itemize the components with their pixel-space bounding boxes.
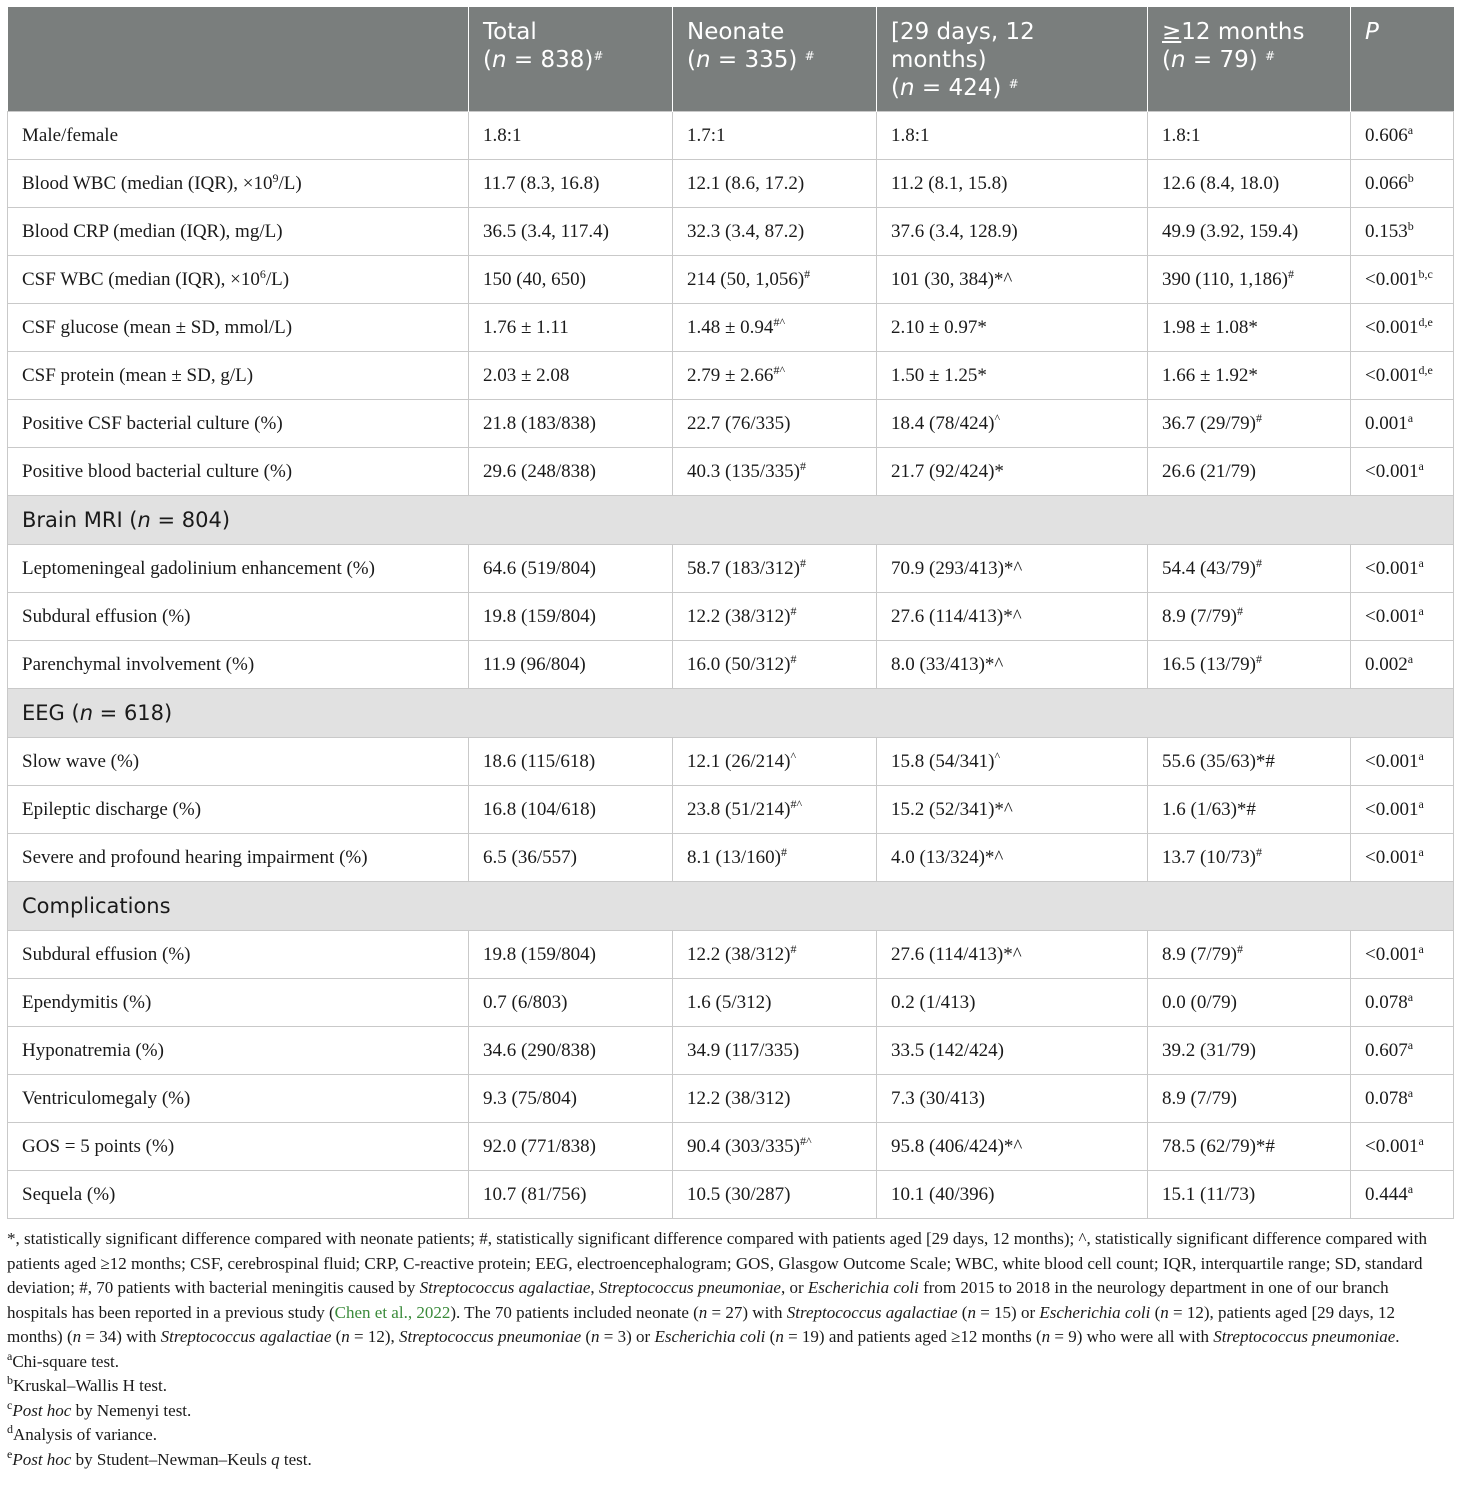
- cell-total: 10.7 (81/756): [469, 1171, 673, 1219]
- cell-neonate: 1.6 (5/312): [673, 979, 877, 1027]
- table-row: [8, 738, 1454, 786]
- cell-older: 1.6 (1/63)*#: [1148, 786, 1351, 834]
- footnote-e: $^e$Post hoc by Student–Newman–Keuls q test.: [7, 1446, 312, 1469]
- table-row: [8, 834, 1454, 882]
- row-label: Leptomeningeal gadolinium enhancement (%): [8, 545, 469, 593]
- cell-older: 49.9 (3.92, 159.4): [1148, 208, 1351, 256]
- cell-p: <0.001$^a$: [1351, 931, 1454, 979]
- header-blank: [8, 7, 469, 112]
- cell-neonate: 34.9 (117/335): [673, 1027, 877, 1075]
- row-label: Ventriculomegaly (%): [8, 1075, 469, 1123]
- table-row: [8, 1075, 1454, 1123]
- cell-total: 2.03 ± 2.08: [469, 352, 673, 400]
- table-header-row: [8, 7, 1454, 112]
- cell-older: 1.8:1: [1148, 112, 1351, 160]
- header-neonate: Neonate (n = 335) #: [673, 7, 877, 112]
- row-label: Male/female: [8, 112, 469, 160]
- row-label: Severe and profound hearing impairment (%): [8, 834, 469, 882]
- cell-neonate: 8.1 (13/160)#: [673, 834, 877, 882]
- cell-total: 34.6 (290/838): [469, 1027, 673, 1075]
- cell-total: 6.5 (36/557): [469, 834, 673, 882]
- row-label: Slow wave (%): [8, 738, 469, 786]
- row-label: GOS = 5 points (%): [8, 1123, 469, 1171]
- table-row: [8, 1171, 1454, 1219]
- cell-older: 26.6 (21/79): [1148, 448, 1351, 496]
- cell-total: 16.8 (104/618): [469, 786, 673, 834]
- cell-older: 8.9 (7/79)#: [1148, 931, 1351, 979]
- table-row: [8, 448, 1454, 496]
- row-label: Sequela (%): [8, 1171, 469, 1219]
- cell-p: <0.001$^a$: [1351, 1123, 1454, 1171]
- cell-total: 0.7 (6/803): [469, 979, 673, 1027]
- cell-neonate: 1.7:1: [673, 112, 877, 160]
- row-label: Positive blood bacterial culture (%): [8, 448, 469, 496]
- table-row: [8, 112, 1454, 160]
- cell-older: 8.9 (7/79)#: [1148, 593, 1351, 641]
- cell-infant: 10.1 (40/396): [877, 1171, 1148, 1219]
- row-label: Hyponatremia (%): [8, 1027, 469, 1075]
- cell-neonate: 12.2 (38/312): [673, 1075, 877, 1123]
- header-older: ≥12 months (n = 79) #: [1148, 7, 1351, 112]
- cell-total: 11.7 (8.3, 16.8): [469, 160, 673, 208]
- cell-older: 8.9 (7/79): [1148, 1075, 1351, 1123]
- cell-infant: 2.10 ± 0.97*: [877, 304, 1148, 352]
- cell-total: 11.9 (96/804): [469, 641, 673, 689]
- cell-infant: 95.8 (406/424)*^: [877, 1123, 1148, 1171]
- cell-total: 150 (40, 650): [469, 256, 673, 304]
- cell-infant: 70.9 (293/413)*^: [877, 545, 1148, 593]
- cell-older: 390 (110, 1,186)#: [1148, 256, 1351, 304]
- cell-total: 9.3 (75/804): [469, 1075, 673, 1123]
- cell-infant: 8.0 (33/413)*^: [877, 641, 1148, 689]
- cell-p: <0.001$^a$: [1351, 738, 1454, 786]
- cell-neonate: 12.1 (26/214)^: [673, 738, 877, 786]
- header-infant: [29 days, 12 months) (n = 424) #: [877, 7, 1148, 112]
- row-label: Blood CRP (median (IQR), mg/L): [8, 208, 469, 256]
- table-container: [7, 7, 1453, 1472]
- cell-infant: 27.6 (114/413)*^: [877, 593, 1148, 641]
- section-header-complications: [8, 882, 1454, 931]
- cell-neonate: 2.79 ± 2.66#^: [673, 352, 877, 400]
- table-row: [8, 160, 1454, 208]
- table-row: [8, 304, 1454, 352]
- section-header-brain-mri: [8, 496, 1454, 545]
- cell-older: 13.7 (10/73)#: [1148, 834, 1351, 882]
- cell-older: 54.4 (43/79)#: [1148, 545, 1351, 593]
- cell-p: 0.066$^b$: [1351, 160, 1454, 208]
- table-footnotes: [7, 1227, 1453, 1472]
- section-header-eeg: [8, 689, 1454, 738]
- row-label: CSF protein (mean ± SD, g/L): [8, 352, 469, 400]
- header-p: P: [1351, 7, 1454, 112]
- cell-p: <0.001$^a$: [1351, 545, 1454, 593]
- table-row: [8, 1027, 1454, 1075]
- cell-infant: 1.8:1: [877, 112, 1148, 160]
- cell-infant: 18.4 (78/424)^: [877, 400, 1148, 448]
- cell-p: 0.001$^a$: [1351, 400, 1454, 448]
- cell-infant: 33.5 (142/424): [877, 1027, 1148, 1075]
- cell-total: 19.8 (159/804): [469, 931, 673, 979]
- cell-p: 0.444$^a$: [1351, 1171, 1454, 1219]
- table-row: [8, 1123, 1454, 1171]
- cell-total: 18.6 (115/618): [469, 738, 673, 786]
- header-total: Total (n = 838)#: [469, 7, 673, 112]
- cell-infant: 7.3 (30/413): [877, 1075, 1148, 1123]
- cell-neonate: 22.7 (76/335): [673, 400, 877, 448]
- cell-neonate: 12.2 (38/312)#: [673, 931, 877, 979]
- cell-p: 0.078$^a$: [1351, 979, 1454, 1027]
- cell-neonate: 40.3 (135/335)#: [673, 448, 877, 496]
- section-title: Complications: [8, 882, 1454, 931]
- cell-neonate: 10.5 (30/287): [673, 1171, 877, 1219]
- footnote-d: $^d$Analysis of variance.: [7, 1422, 157, 1444]
- cell-neonate: 12.2 (38/312)#: [673, 593, 877, 641]
- cell-infant: 27.6 (114/413)*^: [877, 931, 1148, 979]
- cell-p: $<0.001^{d,e}$: [1351, 304, 1454, 352]
- table-row: [8, 400, 1454, 448]
- cell-total: 36.5 (3.4, 117.4): [469, 208, 673, 256]
- cell-total: 21.8 (183/838): [469, 400, 673, 448]
- row-label: CSF glucose (mean ± SD, mmol/L): [8, 304, 469, 352]
- row-label: Positive CSF bacterial culture (%): [8, 400, 469, 448]
- cell-p: 0.607$^a$: [1351, 1027, 1454, 1075]
- cell-p: 0.078$^a$: [1351, 1075, 1454, 1123]
- cell-infant: 21.7 (92/424)*: [877, 448, 1148, 496]
- cell-older: 15.1 (11/73): [1148, 1171, 1351, 1219]
- cell-total: 1.8:1: [469, 112, 673, 160]
- cell-infant: 101 (30, 384)*^: [877, 256, 1148, 304]
- results-table: [7, 7, 1454, 1219]
- row-label: CSF WBC (median (IQR), $\times 10^6/L$): [8, 256, 469, 304]
- cell-neonate: 1.48 ± 0.94#^: [673, 304, 877, 352]
- row-label: Blood WBC (median (IQR), $\times 10^9/L$): [8, 160, 469, 208]
- row-label: Parenchymal involvement (%): [8, 641, 469, 689]
- section-title: EEG (n = 618): [8, 689, 1454, 738]
- table-row: [8, 208, 1454, 256]
- cell-total: 92.0 (771/838): [469, 1123, 673, 1171]
- table-row: [8, 545, 1454, 593]
- footnote-a: $^a$Chi-square test.: [7, 1348, 120, 1371]
- cell-neonate: 12.1 (8.6, 17.2): [673, 160, 877, 208]
- cell-neonate: 32.3 (3.4, 87.2): [673, 208, 877, 256]
- table-row: [8, 256, 1454, 304]
- table-row: [8, 352, 1454, 400]
- cell-older: 78.5 (62/79)*#: [1148, 1123, 1351, 1171]
- cell-neonate: 16.0 (50/312)#: [673, 641, 877, 689]
- cell-p: <0.001$^a$: [1351, 834, 1454, 882]
- cell-total: 19.8 (159/804): [469, 593, 673, 641]
- row-label: Subdural effusion (%): [8, 931, 469, 979]
- row-label: Subdural effusion (%): [8, 593, 469, 641]
- table-row: [8, 786, 1454, 834]
- footnote-c: $^c$Post hoc by Nemenyi test.: [7, 1397, 192, 1420]
- cell-older: 1.66 ± 1.92*: [1148, 352, 1351, 400]
- cell-infant: 15.8 (54/341)^: [877, 738, 1148, 786]
- cell-infant: 15.2 (52/341)*^: [877, 786, 1148, 834]
- cell-total: 29.6 (248/838): [469, 448, 673, 496]
- table-row: [8, 931, 1454, 979]
- cell-older: 39.2 (31/79): [1148, 1027, 1351, 1075]
- cell-older: 12.6 (8.4, 18.0): [1148, 160, 1351, 208]
- cell-total: 64.6 (519/804): [469, 545, 673, 593]
- section-title: Brain MRI (n = 804): [8, 496, 1454, 545]
- cell-older: 36.7 (29/79)#: [1148, 400, 1351, 448]
- row-label: Epileptic discharge (%): [8, 786, 469, 834]
- cell-p: $<0.001^{b,c}$: [1351, 256, 1454, 304]
- cell-p: <0.001$^a$: [1351, 593, 1454, 641]
- cell-p: 0.606$^a$: [1351, 112, 1454, 160]
- footnote-main: *, statistically significant difference compared with neonate patients; #, statistically significant difference compared with patients aged [29 days, 12 months); ^, statistically significant difference compared with patients aged ≥12 months; CSF, cerebrospinal fluid; CRP, C-reactive protein; EEG, electroencephalogram; GOS, Glasgow Outcome Scale; WBC, white blood cell count; IQR, interquartile range; SD, standard deviation; #, 70 patients with bacterial meningitis caused by Streptococcus agalactiae, Streptococcus pneumoniae, or Escherichia coli from 2015 to 2018 in the neurology department in one of our branch hospitals has been reported in a previous study (Chen et al., 2022). The 70 patients included neonate (n = 27) with Streptococcus agalactiae (n = 15) or Escherichia coli (n = 12), patients aged [29 days, 12 months) (n = 34) with Streptococcus agalactiae (n = 12), Streptococcus pneumoniae (n = 3) or Escherichia coli (n = 19) and patients aged ≥12 months (n = 9) who were all with Streptococcus pneumoniae.: [7, 1229, 1427, 1346]
- cell-older: 55.6 (35/63)*#: [1148, 738, 1351, 786]
- table-row: [8, 641, 1454, 689]
- cell-neonate: 23.8 (51/214)#^: [673, 786, 877, 834]
- cell-infant: 0.2 (1/413): [877, 979, 1148, 1027]
- footnote-b: $^b$Kruskal–Wallis H test.: [7, 1373, 167, 1395]
- citation-link[interactable]: Chen et al., 2022: [334, 1302, 451, 1322]
- cell-neonate: 58.7 (183/312)#: [673, 545, 877, 593]
- cell-infant: 11.2 (8.1, 15.8): [877, 160, 1148, 208]
- cell-older: 0.0 (0/79): [1148, 979, 1351, 1027]
- cell-total: 1.76 ± 1.11: [469, 304, 673, 352]
- table-row: [8, 979, 1454, 1027]
- cell-older: 16.5 (13/79)#: [1148, 641, 1351, 689]
- cell-p: 0.002$^a$: [1351, 641, 1454, 689]
- cell-p: <0.001$^a$: [1351, 786, 1454, 834]
- cell-infant: 1.50 ± 1.25*: [877, 352, 1148, 400]
- cell-neonate: 214 (50, 1,056)#: [673, 256, 877, 304]
- cell-older: 1.98 ± 1.08*: [1148, 304, 1351, 352]
- cell-p: <0.001$^a$: [1351, 448, 1454, 496]
- cell-infant: 37.6 (3.4, 128.9): [877, 208, 1148, 256]
- cell-p: 0.153$^b$: [1351, 208, 1454, 256]
- table-row: [8, 593, 1454, 641]
- cell-p: $<0.001^{d,e}$: [1351, 352, 1454, 400]
- cell-neonate: 90.4 (303/335)#^: [673, 1123, 877, 1171]
- cell-infant: 4.0 (13/324)*^: [877, 834, 1148, 882]
- row-label: Ependymitis (%): [8, 979, 469, 1027]
